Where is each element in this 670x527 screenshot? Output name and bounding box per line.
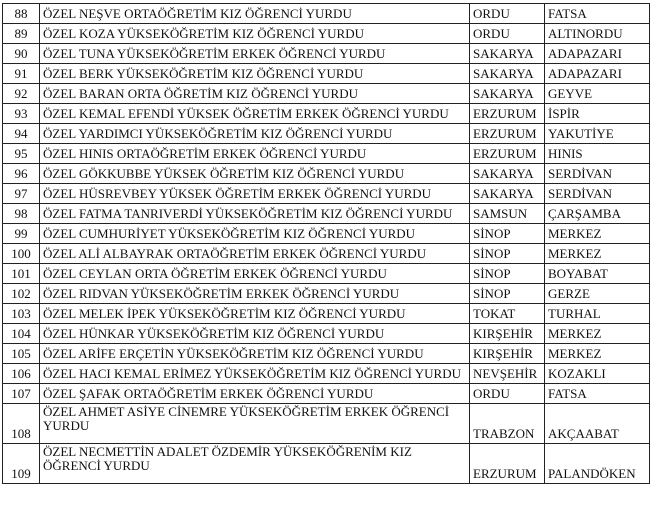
district-cell: BOYABAT	[545, 264, 650, 284]
dormitory-name-cell: ÖZEL ARİFE ERÇETİN YÜKSEKÖĞRETİM KIZ ÖĞRENCİ YURDU	[40, 344, 470, 364]
dormitory-name-cell: ÖZEL BERK YÜKSEKÖĞRETİM KIZ ÖĞRENCİ YURDU	[40, 64, 470, 84]
row-number-cell: 96	[3, 164, 40, 184]
row-number-cell: 94	[3, 124, 40, 144]
dormitory-name-cell: ÖZEL HINIS ORTAÖĞRETİM ERKEK ÖĞRENCİ YURDU	[40, 144, 470, 164]
row-number-cell: 93	[3, 104, 40, 124]
district-cell: GEYVE	[545, 84, 650, 104]
city-cell: ERZURUM	[470, 444, 545, 484]
row-number-cell: 99	[3, 224, 40, 244]
table-row	[3, 404, 650, 444]
table-row	[3, 384, 650, 404]
city-cell: SAKARYA	[470, 184, 545, 204]
district-cell: PALANDÖKEN	[545, 444, 650, 484]
dormitory-name-cell: ÖZEL ŞAFAK ORTAÖĞRETİM ERKEK ÖĞRENCİ YURDU	[40, 384, 470, 404]
city-cell: SİNOP	[470, 244, 545, 264]
dormitory-name-cell: ÖZEL NECMETTİN ADALET ÖZDEMİR YÜKSEKÖĞRENİM KIZ ÖĞRENCİ YURDU	[40, 444, 470, 484]
city-cell: SAMSUN	[470, 204, 545, 224]
table-row	[3, 84, 650, 104]
district-cell: ADAPAZARI	[545, 64, 650, 84]
city-cell: SAKARYA	[470, 84, 545, 104]
dormitory-name-cell: ÖZEL HÜSREVBEY YÜKSEK ÖĞRETİM ERKEK ÖĞRENCİ YURDU	[40, 184, 470, 204]
city-cell: TOKAT	[470, 304, 545, 324]
row-number-cell: 101	[3, 264, 40, 284]
city-cell: SAKARYA	[470, 44, 545, 64]
district-cell: YAKUTİYE	[545, 124, 650, 144]
table-row	[3, 4, 650, 24]
city-cell: ORDU	[470, 4, 545, 24]
table-row	[3, 184, 650, 204]
dormitory-name-cell: ÖZEL HÜNKAR YÜKSEKÖĞRETİM KIZ ÖĞRENCİ YURDU	[40, 324, 470, 344]
row-number-cell: 91	[3, 64, 40, 84]
city-cell: ERZURUM	[470, 144, 545, 164]
row-number-cell: 88	[3, 4, 40, 24]
row-number-cell: 100	[3, 244, 40, 264]
table-row	[3, 124, 650, 144]
city-cell: KIRŞEHİR	[470, 324, 545, 344]
city-cell: KIRŞEHİR	[470, 344, 545, 364]
district-cell: FATSA	[545, 4, 650, 24]
dormitory-name-cell: ÖZEL HACI KEMAL ERİMEZ YÜKSEKÖĞRETİM KIZ ÖĞRENCİ YURDU	[40, 364, 470, 384]
row-number-cell: 105	[3, 344, 40, 364]
district-cell: MERKEZ	[545, 224, 650, 244]
row-number-cell: 90	[3, 44, 40, 64]
row-number-cell: 107	[3, 384, 40, 404]
dormitory-name-cell: ÖZEL NEŞVE ORTAÖĞRETİM KIZ ÖĞRENCİ YURDU	[40, 4, 470, 24]
table-row	[3, 24, 650, 44]
table-row	[3, 344, 650, 364]
table-row	[3, 364, 650, 384]
row-number-cell: 104	[3, 324, 40, 344]
table-row	[3, 164, 650, 184]
district-cell: HINIS	[545, 144, 650, 164]
district-cell: AKÇAABAT	[545, 404, 650, 444]
table-row	[3, 304, 650, 324]
city-cell: ERZURUM	[470, 124, 545, 144]
dormitory-name-cell: ÖZEL GÖKKUBBE YÜKSEK ÖĞRETİM KIZ ÖĞRENCİ YURDU	[40, 164, 470, 184]
table-body	[3, 4, 650, 484]
table-row	[3, 44, 650, 64]
table-row	[3, 204, 650, 224]
city-cell: SAKARYA	[470, 164, 545, 184]
city-cell: SİNOP	[470, 284, 545, 304]
district-cell: ÇARŞAMBA	[545, 204, 650, 224]
row-number-cell: 109	[3, 444, 40, 484]
row-number-cell: 98	[3, 204, 40, 224]
dormitory-name-cell: ÖZEL MELEK İPEK YÜKSEKÖĞRETİM KIZ ÖĞRENCİ YURDU	[40, 304, 470, 324]
table-row	[3, 324, 650, 344]
city-cell: ORDU	[470, 24, 545, 44]
district-cell: GERZE	[545, 284, 650, 304]
table-row	[3, 64, 650, 84]
dormitory-name-cell: ÖZEL CUMHURİYET YÜKSEKÖĞRETİM KIZ ÖĞRENCİ YURDU	[40, 224, 470, 244]
table-row	[3, 444, 650, 484]
row-number-cell: 102	[3, 284, 40, 304]
row-number-cell: 103	[3, 304, 40, 324]
table-row	[3, 264, 650, 284]
district-cell: ADAPAZARI	[545, 44, 650, 64]
district-cell: FATSA	[545, 384, 650, 404]
row-number-cell: 97	[3, 184, 40, 204]
table-row	[3, 144, 650, 164]
row-number-cell: 108	[3, 404, 40, 444]
dormitory-name-cell: ÖZEL AHMET ASİYE CİNEMRE YÜKSEKÖĞRETİM ERKEK ÖĞRENCİ YURDU	[40, 404, 470, 444]
dormitory-name-cell: ÖZEL TUNA YÜKSEKÖĞRETİM ERKEK ÖĞRENCİ YURDU	[40, 44, 470, 64]
city-cell: ORDU	[470, 384, 545, 404]
district-cell: ALTINORDU	[545, 24, 650, 44]
dormitory-name-cell: ÖZEL KOZA YÜKSEKÖĞRETİM KIZ ÖĞRENCİ YURDU	[40, 24, 470, 44]
table-row	[3, 104, 650, 124]
district-cell: KOZAKLI	[545, 364, 650, 384]
table-row	[3, 244, 650, 264]
district-cell: MERKEZ	[545, 244, 650, 264]
dormitory-name-cell: ÖZEL YARDIMCI YÜKSEKÖĞRETİM KIZ ÖĞRENCİ YURDU	[40, 124, 470, 144]
city-cell: SİNOP	[470, 264, 545, 284]
dormitory-name-cell: ÖZEL KEMAL EFENDİ YÜKSEK ÖĞRETİM ERKEK ÖĞRENCİ YURDU	[40, 104, 470, 124]
table-row	[3, 284, 650, 304]
dormitory-name-cell: ÖZEL BARAN ORTA ÖĞRETİM KIZ ÖĞRENCİ YURDU	[40, 84, 470, 104]
dormitory-name-cell: ÖZEL ALİ ALBAYRAK ORTAÖĞRETİM ERKEK ÖĞRENCİ YURDU	[40, 244, 470, 264]
dormitory-table	[2, 3, 650, 484]
city-cell: SAKARYA	[470, 64, 545, 84]
table-row	[3, 224, 650, 244]
district-cell: SERDİVAN	[545, 164, 650, 184]
city-cell: SİNOP	[470, 224, 545, 244]
district-cell: MERKEZ	[545, 324, 650, 344]
city-cell: NEVŞEHİR	[470, 364, 545, 384]
city-cell: TRABZON	[470, 404, 545, 444]
row-number-cell: 106	[3, 364, 40, 384]
dormitory-name-cell: ÖZEL FATMA TANRIVERDİ YÜKSEKÖĞRETİM KIZ ÖĞRENCİ YURDU	[40, 204, 470, 224]
row-number-cell: 92	[3, 84, 40, 104]
district-cell: TURHAL	[545, 304, 650, 324]
dormitory-name-cell: ÖZEL RIDVAN YÜKSEKÖĞRETİM ERKEK ÖĞRENCİ YURDU	[40, 284, 470, 304]
city-cell: ERZURUM	[470, 104, 545, 124]
dormitory-name-cell: ÖZEL CEYLAN ORTA ÖĞRETİM ERKEK ÖĞRENCİ YURDU	[40, 264, 470, 284]
district-cell: MERKEZ	[545, 344, 650, 364]
district-cell: İSPİR	[545, 104, 650, 124]
row-number-cell: 95	[3, 144, 40, 164]
district-cell: SERDİVAN	[545, 184, 650, 204]
row-number-cell: 89	[3, 24, 40, 44]
